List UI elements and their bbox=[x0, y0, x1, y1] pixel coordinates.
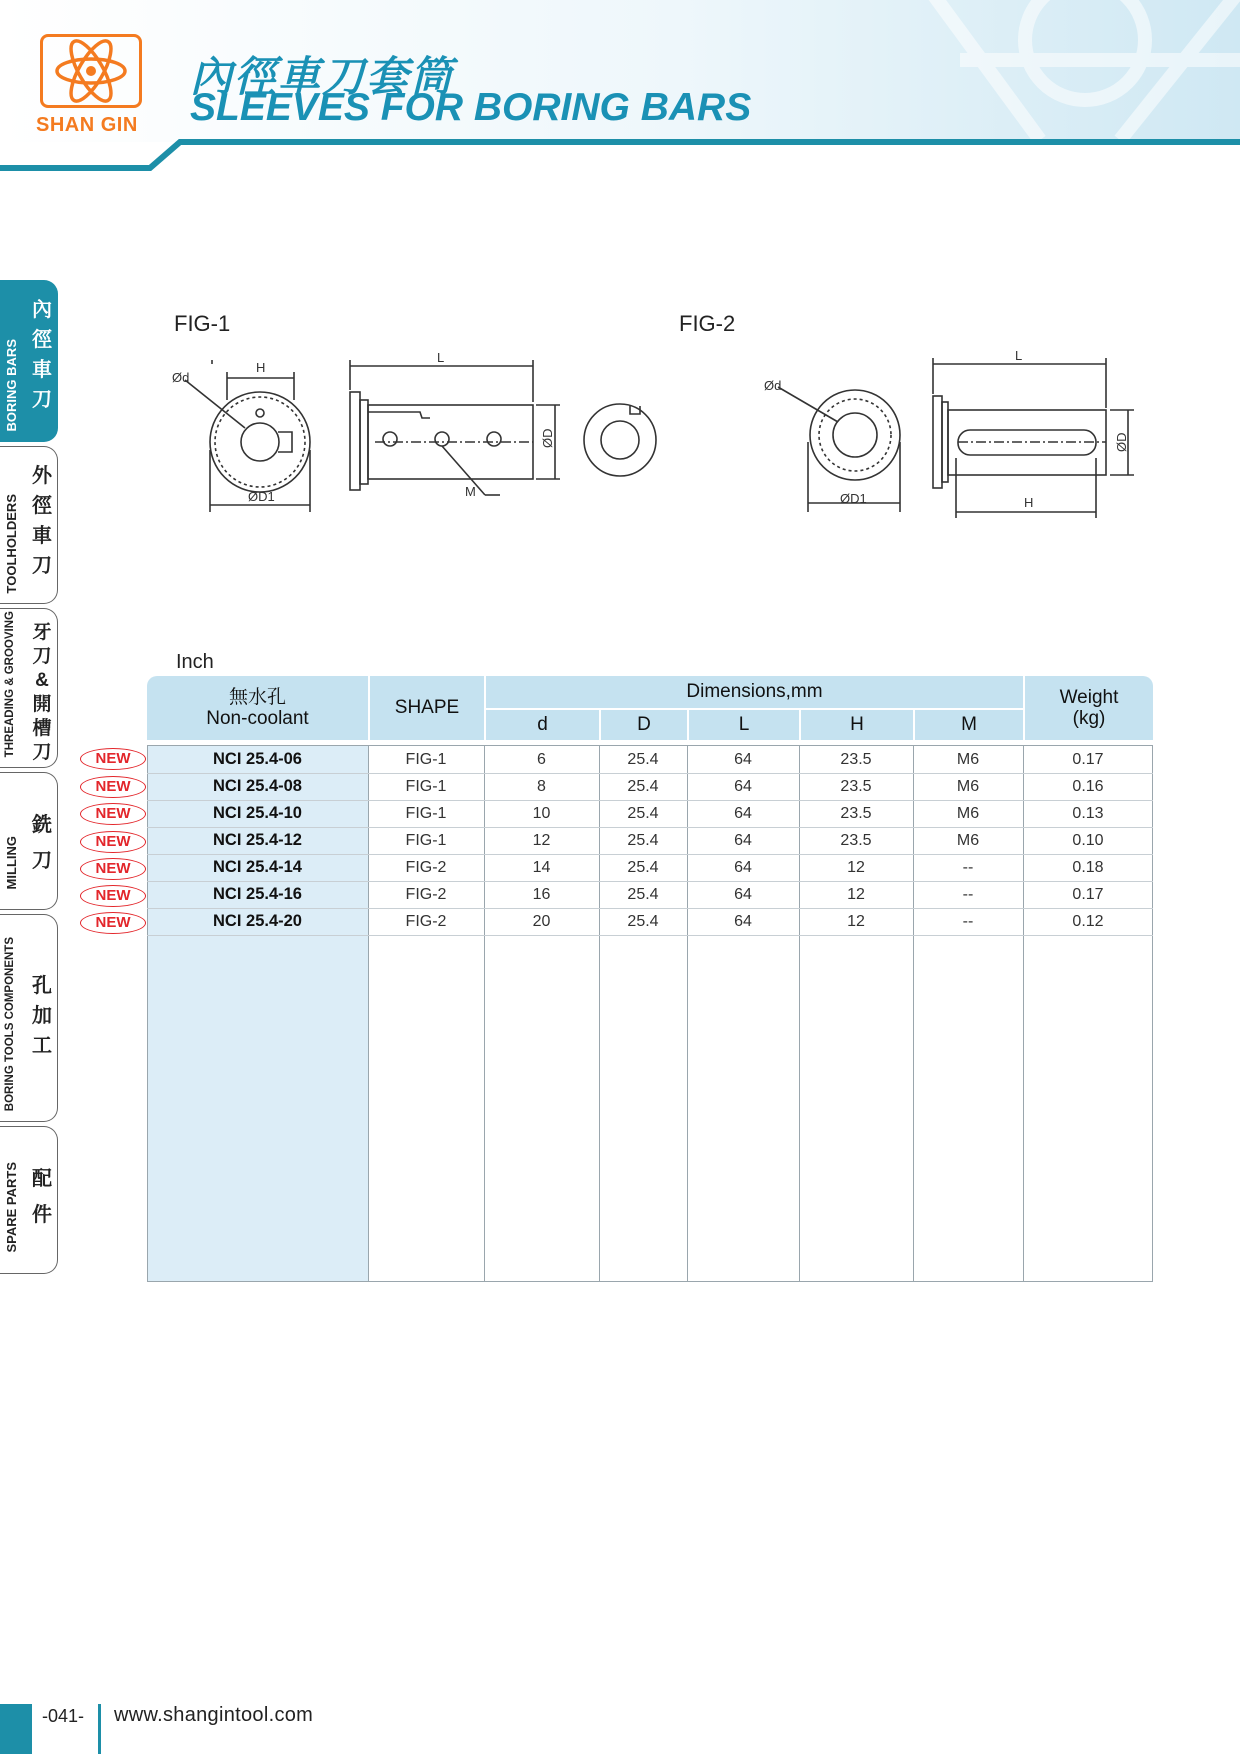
row-model: NCI 25.4-10 bbox=[213, 804, 302, 822]
row-weight: 0.17 bbox=[1072, 751, 1104, 768]
side-tab-label-en: SPARE PARTS bbox=[4, 1162, 19, 1253]
page-title-zh: 內徑車刀套筒 bbox=[190, 53, 455, 100]
row-model: NCI 25.4-20 bbox=[213, 912, 302, 930]
fig2-dim-d1: ØD1 bbox=[840, 491, 867, 506]
new-badge: NEW bbox=[80, 858, 146, 880]
header-dimensions: Dimensions,mm bbox=[486, 676, 1023, 708]
row-d: 12 bbox=[532, 832, 551, 849]
website-link[interactable]: www.shangintool.com bbox=[114, 1704, 314, 1726]
row-H: 23.5 bbox=[840, 805, 872, 822]
row-D: 25.4 bbox=[627, 886, 659, 903]
table-row bbox=[147, 800, 1153, 827]
page-number: -041- bbox=[42, 1706, 85, 1726]
fig1-dim-d: Ød bbox=[172, 370, 190, 385]
fig2-title: FIG-2 bbox=[679, 311, 736, 336]
side-tab-label-en: BORING BARS bbox=[4, 338, 19, 431]
fig1-title: FIG-1 bbox=[174, 311, 231, 336]
row-weight: 0.17 bbox=[1072, 886, 1104, 903]
side-tab-milling[interactable] bbox=[0, 772, 58, 910]
row-D: 25.4 bbox=[627, 778, 659, 795]
side-tab-label-zh: 牙刀&開槽刀 bbox=[32, 622, 52, 763]
side-tab-label-en: TOOLHOLDERS bbox=[4, 493, 19, 593]
header-shape: SHAPE bbox=[370, 676, 484, 740]
spec-table bbox=[147, 676, 1153, 1282]
fig1-dim-m: M bbox=[465, 484, 476, 499]
row-L: 64 bbox=[734, 832, 752, 849]
side-tab-label-en: MILLING bbox=[4, 835, 19, 889]
footer-accent-block bbox=[0, 1704, 32, 1754]
fig2-dim-dd: ØD bbox=[1114, 432, 1129, 452]
row-model: NCI 25.4-06 bbox=[213, 750, 302, 768]
fig1-dim-dd: ØD bbox=[540, 428, 555, 448]
table-row bbox=[147, 827, 1153, 854]
row-M: M6 bbox=[956, 832, 980, 849]
row-shape: FIG-1 bbox=[405, 778, 447, 795]
side-tab-spare-parts[interactable] bbox=[0, 1126, 58, 1274]
fig1-dim-d1: ØD1 bbox=[248, 489, 275, 504]
row-D: 25.4 bbox=[627, 832, 659, 849]
row-M: -- bbox=[962, 859, 974, 876]
row-D: 25.4 bbox=[627, 805, 659, 822]
fig2-dim-l: L bbox=[1015, 348, 1023, 363]
row-M: M6 bbox=[956, 751, 980, 768]
row-weight: 0.16 bbox=[1072, 778, 1104, 795]
row-M: -- bbox=[962, 913, 974, 930]
header-D: D bbox=[601, 710, 687, 740]
row-shape: FIG-1 bbox=[405, 832, 447, 849]
row-model: NCI 25.4-12 bbox=[213, 831, 302, 849]
row-L: 64 bbox=[734, 778, 752, 795]
row-L: 64 bbox=[734, 859, 752, 876]
header-L: L bbox=[689, 710, 799, 740]
fig2-dim-h: H bbox=[1024, 495, 1034, 510]
side-tab-label-en: THREADING & GROOVING bbox=[4, 610, 16, 757]
brand-logo bbox=[36, 34, 146, 137]
row-M: -- bbox=[962, 886, 974, 903]
row-L: 64 bbox=[734, 805, 752, 822]
side-tab-toolholders[interactable] bbox=[0, 446, 58, 604]
row-H: 23.5 bbox=[840, 832, 872, 849]
fig2-drawing bbox=[760, 340, 1140, 520]
row-M: M6 bbox=[956, 778, 980, 795]
side-tab-threading-grooving[interactable] bbox=[0, 608, 58, 768]
side-tab-label-zh: 配件 bbox=[32, 1168, 52, 1226]
row-weight: 0.10 bbox=[1072, 832, 1104, 849]
header-H: H bbox=[801, 710, 913, 740]
row-H: 12 bbox=[847, 886, 865, 903]
side-tab-label-zh: 內徑車刀 bbox=[32, 299, 52, 411]
new-badge: NEW bbox=[80, 912, 146, 934]
side-tab-label-zh: 孔加工 bbox=[32, 975, 52, 1057]
row-L: 64 bbox=[734, 751, 752, 768]
new-badge: NEW bbox=[80, 776, 146, 798]
new-badge: NEW bbox=[80, 831, 146, 853]
row-model: NCI 25.4-14 bbox=[213, 858, 302, 876]
row-weight: 0.13 bbox=[1072, 805, 1104, 822]
row-d: 8 bbox=[537, 778, 546, 795]
table-row bbox=[147, 773, 1153, 800]
row-d: 10 bbox=[532, 805, 551, 822]
page-header bbox=[0, 0, 1240, 175]
side-tab-label-zh: 銑刀 bbox=[32, 814, 52, 872]
header-model-zh: 無水孔 bbox=[228, 687, 286, 708]
row-L: 64 bbox=[734, 913, 752, 930]
row-d: 14 bbox=[532, 859, 551, 876]
row-H: 12 bbox=[847, 859, 865, 876]
row-shape: FIG-1 bbox=[405, 805, 447, 822]
side-tab-label-en: BORING TOOLS COMPONENTS bbox=[4, 936, 16, 1111]
header-model-en: Non-coolant bbox=[206, 708, 309, 729]
table-bottom-rule bbox=[147, 1281, 1153, 1282]
row-shape: FIG-2 bbox=[405, 859, 447, 876]
page-title-en: SLEEVES FOR BORING BARS bbox=[190, 86, 752, 129]
row-shape: FIG-1 bbox=[405, 751, 447, 768]
row-H: 23.5 bbox=[840, 778, 872, 795]
table-row bbox=[147, 854, 1153, 881]
row-d: 6 bbox=[537, 751, 546, 768]
side-tab-label-zh: 外徑車刀 bbox=[32, 465, 52, 577]
row-D: 25.4 bbox=[627, 859, 659, 876]
row-H: 23.5 bbox=[840, 751, 872, 768]
new-badge: NEW bbox=[80, 885, 146, 907]
brand-name: SHAN GIN bbox=[36, 114, 138, 136]
new-badge: NEW bbox=[80, 748, 146, 770]
fig2-dim-d: Ød bbox=[764, 378, 782, 393]
row-model: NCI 25.4-16 bbox=[213, 885, 302, 903]
fig1-dim-h: H bbox=[256, 360, 266, 375]
header-M: M bbox=[915, 710, 1023, 740]
row-H: 12 bbox=[847, 913, 865, 930]
row-weight: 0.12 bbox=[1072, 913, 1104, 930]
row-L: 64 bbox=[734, 886, 752, 903]
row-d: 16 bbox=[532, 886, 551, 903]
fig1-drawing bbox=[160, 340, 660, 520]
header-weight-unit: (kg) bbox=[1072, 708, 1106, 729]
new-badge: NEW bbox=[80, 803, 146, 825]
row-shape: FIG-2 bbox=[405, 886, 447, 903]
row-divider bbox=[147, 935, 1153, 936]
table-row bbox=[147, 746, 1153, 773]
row-D: 25.4 bbox=[627, 751, 659, 768]
header-weight-label: Weight bbox=[1059, 687, 1119, 708]
row-model: NCI 25.4-08 bbox=[213, 777, 302, 795]
header-weight bbox=[1025, 676, 1153, 740]
table-row bbox=[147, 881, 1153, 908]
header-model bbox=[147, 676, 368, 740]
row-weight: 0.18 bbox=[1072, 859, 1104, 876]
footer-divider bbox=[98, 1704, 101, 1754]
side-tab-boring-bars[interactable] bbox=[0, 280, 58, 442]
table-row bbox=[147, 908, 1153, 935]
side-tab-boring-tools-components[interactable] bbox=[0, 914, 58, 1122]
atom-logo-icon bbox=[40, 34, 142, 108]
header-d: d bbox=[486, 710, 599, 740]
fig1-dim-l: L bbox=[437, 350, 445, 365]
row-shape: FIG-2 bbox=[405, 913, 447, 930]
row-D: 25.4 bbox=[627, 913, 659, 930]
unit-label: Inch bbox=[176, 651, 214, 673]
row-M: M6 bbox=[956, 805, 980, 822]
row-d: 20 bbox=[532, 913, 551, 930]
